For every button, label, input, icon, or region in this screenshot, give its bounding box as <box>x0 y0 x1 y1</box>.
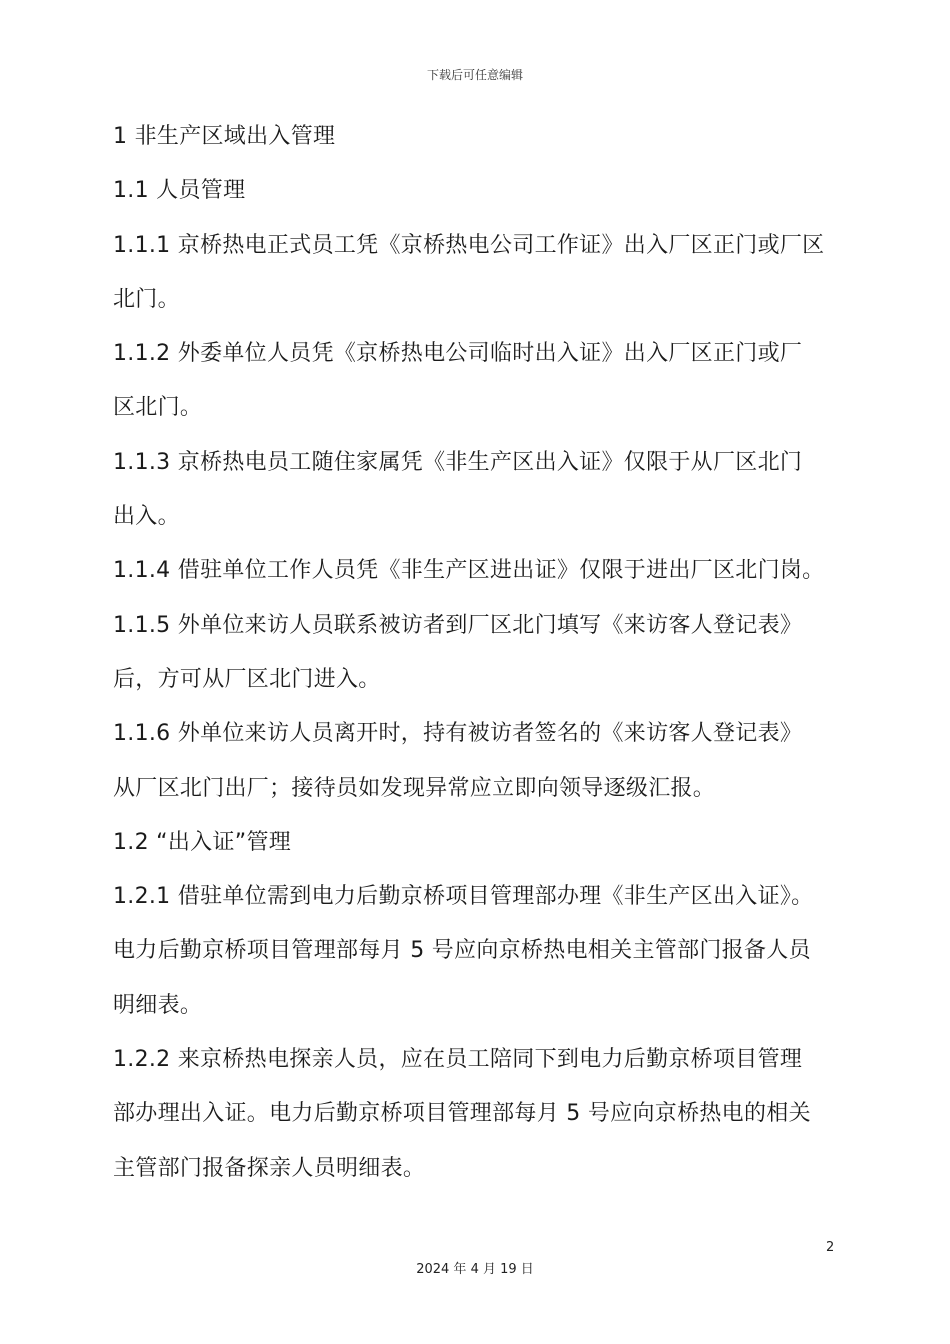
paragraph-line: 1.1.5 外单位来访人员联系被访者到厂区北门填写《来访客人登记表》 <box>113 612 803 638</box>
paragraph-line: 1.1.4 借驻单位工作人员凭《非生产区进出证》仅限于进出厂区北门岗。 <box>113 558 825 584</box>
paragraph-line: 1.2.2 来京桥热电探亲人员，应在员工陪同下到电力后勤京桥项目管理 <box>113 1047 803 1073</box>
section-heading: 1 非生产区域出入管理 <box>113 124 336 149</box>
page-number: 2 <box>826 1240 835 1255</box>
subsection-heading: 1.1 人员管理 <box>113 178 246 204</box>
paragraph-line: 1.2.1 借驻单位需到电力后勤京桥项目管理部办理《非生产区出入证》。 <box>113 884 814 910</box>
paragraph-line: 后，方可从厂区北门进入。 <box>113 666 381 692</box>
paragraph-line: 从厂区北门出厂；接待员如发现异常应立即向领导逐级汇报。 <box>113 775 716 801</box>
paragraph-line: 1.1.2 外委单位人员凭《京桥热电公司临时出入证》出入厂区正门或厂 <box>113 341 803 367</box>
document-body <box>113 110 843 1196</box>
subsection-heading: 1.2 “出入证”管理 <box>113 829 292 855</box>
paragraph-line: 1.1.1 京桥热电正式员工凭《京桥热电公司工作证》出入厂区正门或厂区 <box>113 232 825 258</box>
paragraph-line: 1.1.3 京桥热电员工随住家属凭《非生产区出入证》仅限于从厂区北门 <box>113 449 803 475</box>
paragraph-line: 电力后勤京桥项目管理部每月 5 号应向京桥热电相关主管部门报备人员 <box>113 938 811 964</box>
page-header: 下载后可任意编辑 <box>426 68 523 82</box>
footer-date: 2024 年 4 月 19 日 <box>416 1262 534 1277</box>
paragraph-line: 出入。 <box>113 504 180 530</box>
paragraph-line: 北门。 <box>113 286 180 312</box>
paragraph-line: 主管部门报备探亲人员明细表。 <box>113 1155 426 1181</box>
paragraph-line: 1.1.6 外单位来访人员离开时，持有被访者签名的《来访客人登记表》 <box>113 721 803 747</box>
paragraph-line: 部办理出入证。电力后勤京桥项目管理部每月 5 号应向京桥热电的相关 <box>113 1101 811 1127</box>
paragraph-line: 区北门。 <box>113 395 203 421</box>
paragraph-line: 明细表。 <box>113 992 203 1018</box>
